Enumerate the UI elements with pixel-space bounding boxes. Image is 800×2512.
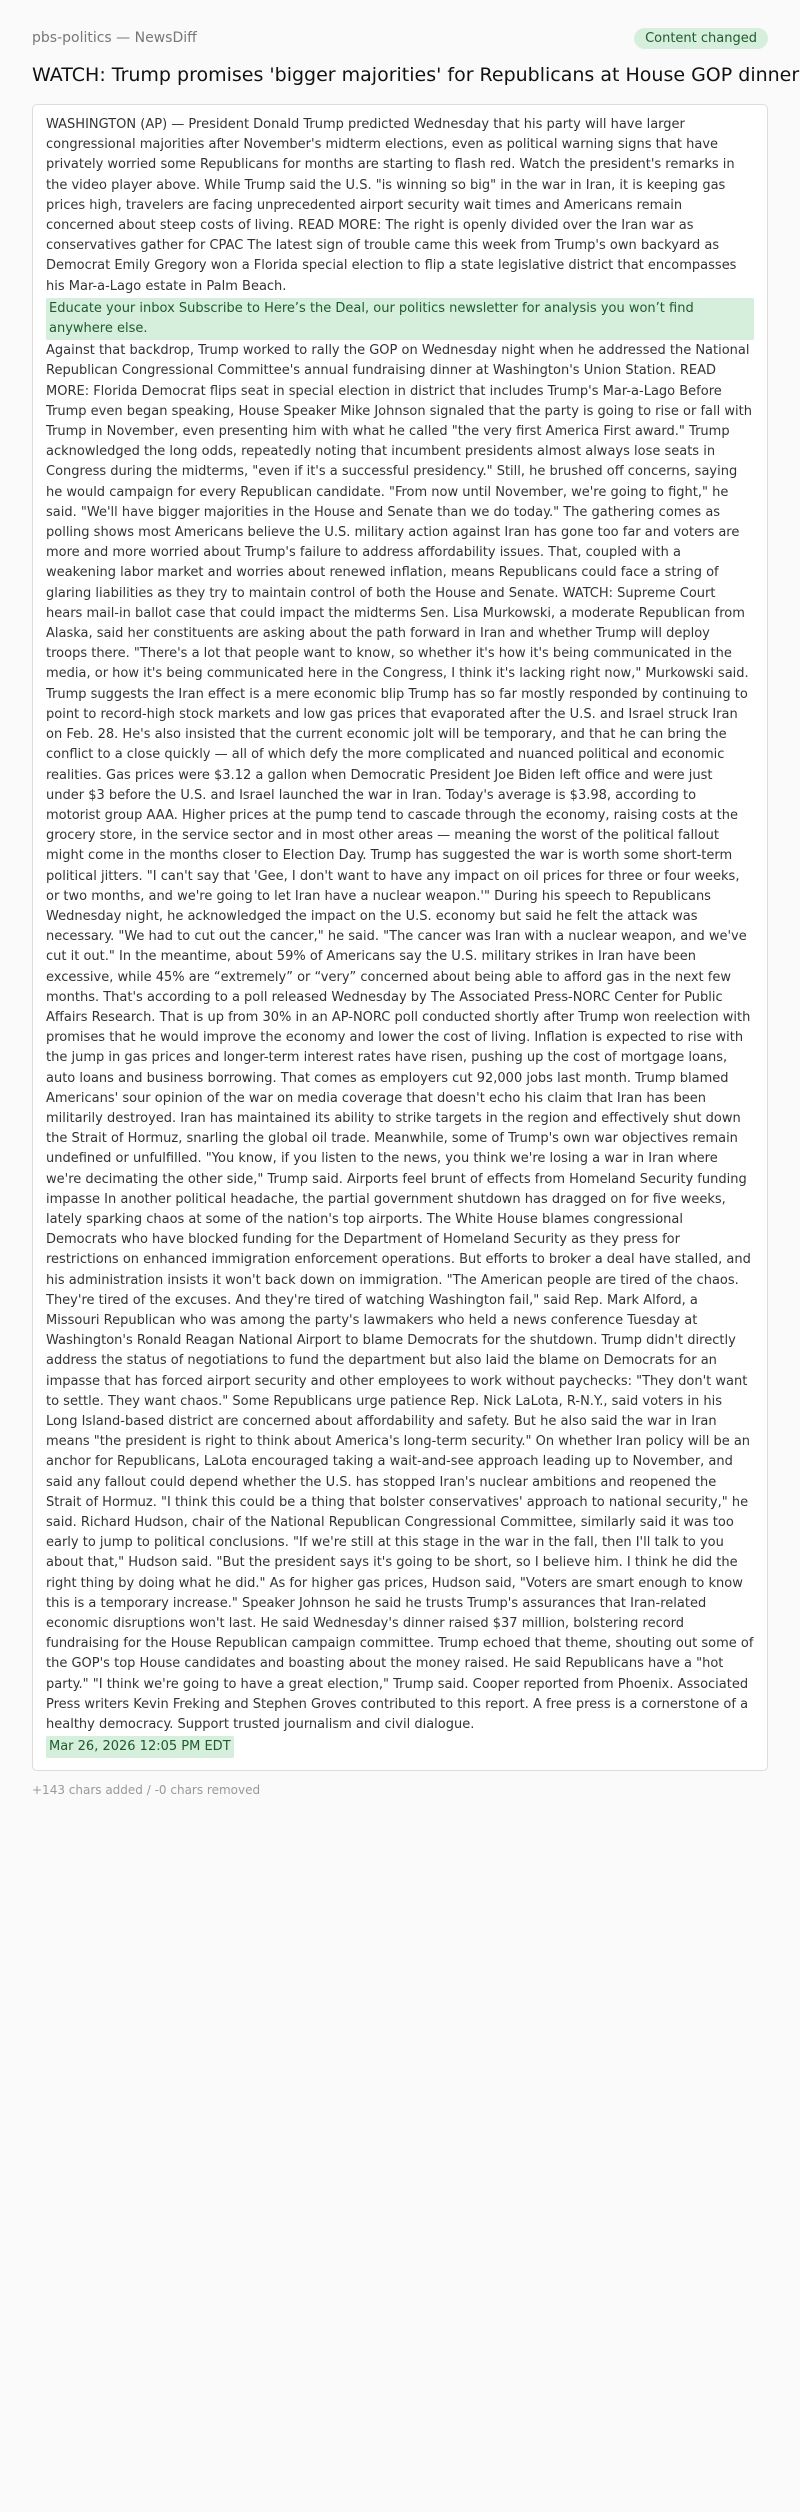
status-badge: Content changed — [634, 28, 768, 49]
top-bar — [32, 0, 768, 48]
article-body — [32, 104, 768, 1771]
site-name: pbs-politics — NewsDiff — [32, 30, 197, 46]
added-timestamp-highlight: Mar 26, 2026 12:05 PM EDT — [46, 1736, 234, 1758]
article-title: WATCH: Trump promises 'bigger majorities' for Republicans at House GOP dinner — [32, 64, 800, 86]
diff-stats: +143 chars added / -0 chars removed — [32, 1783, 261, 1798]
article-paragraph-1: WASHINGTON (AP) — President Donald Trump predicted Wednesday that his party will have larger congressional majorities after November's midterm elections, even as political warning signs that have privately worried some Republicans for months are starting to flash red. Watch the president's remarks in the video player above. While Trump said the U.S. "is winning so big" in the war in Iran, it is keeping gas prices high, travelers are facing unprecedented airport security wait times and Americans remain concerned about steep costs of living. READ MORE: The right is openly divided over the Iran war as conservatives gather for CPAC The latest sign of trouble came this week from Trump's own backyard as Democrat Emily Gregory won a Florida special election to flip a state legislative district that encompasses his Mar-a-Lago estate in Palm Beach. — [46, 117, 737, 294]
added-text-highlight: Educate your inbox Subscribe to Here’s the Deal, our politics newsletter for analysis you won’t find anywhere else. — [46, 298, 754, 340]
article-paragraph-2: Against that backdrop, Trump worked to rally the GOP on Wednesday night when he addressed the National Republican Congressional Committee's annual fundraising dinner at Washington's Union Station. READ MORE: Florida Democrat flips seat in special election in district that includes Trump's Mar-a-Lago Before Trump even began speaking, House Speaker Mike Johnson signaled that the party is going to rise or fall with Trump in November, even presenting him with what he called "the very first America First award." Trump acknowledged the long odds, repeatedly noting that incumbent presidents almost always lose seats in Congress during the midterms, "even if it's a successful presidency." Still, he brushed off concerns, saying he would campaign for every Republican candidate. "From now until November, we're going to fight," he said. "We'll have bigger majorities in the House and Senate than we do today." The gathering comes as polling shows most Americans believe the U.S. military action against Iran has gone too far and voters are more and more worried about Trump's failure to address affordability issues. That, coupled with a weakening labor market and worries about renewed inflation, means Republicans could face a string of glaring liabilities as they try to maintain control of both the House and Senate. WATCH: Supreme Court hears mail-in ballot case that could impact the midterms Sen. Lisa Murkowski, a moderate Republican from Alaska, said her constituents are asking about the path forward in Iran and whether Trump will deploy troops there. "There's a lot that people want to know, so whether it's how it's being communicated in the media, or how it's being communicated here in the Congress, I think it's lacking right now," Murkowski said. Trump suggests the Iran effect is a mere economic blip Trump has so far mostly responded by continuing to point to record-high stock markets and low gas prices that evaporated after the U.S. and Israel struck Iran on Feb. 28. He's also insisted that the current economic jolt will be temporary, and that he can bring the conflict to a close quickly — all of which defy the more complicated and nuanced political and economic realities. Gas prices were $3.12 a gallon when Democratic President Joe Biden left office and were just under $3 before the U.S. and Israel launched the war in Iran. Today's average is $3.98, according to motorist group AAA. Higher prices at the pump tend to cascade through the economy, raising costs at the grocery store, in the service sector and in most other areas — meaning the worst of the political fallout might come in the months closer to Election Day. Trump has suggested the war is worth some short-term political jitters. "I can't say that 'Gee, I don't want to have any impact on oil prices for three or four weeks, or two months, and we're going to let Iran have a nuclear weapon.'" During his speech to Republicans Wednesday night, he acknowledged the impact on the U.S. economy but said he felt the attack was necessary. "We had to cut out the cancer," he said. "The cancer was Iran with a nuclear weapon, and we've cut it out." In the meantime, about 59% of Americans say the U.S. military strikes in Iran have been excessive, while 45% are “extremely” or “very” concerned about being able to afford gas in the next few months. That's according to a poll released Wednesday by The Associated Press-NORC Center for Public Affairs Research. That is up from 30% in an AP-NORC poll conducted shortly after Trump won reelection with promises that he would improve the economy and lower the cost of living. Inflation is expected to rise with the jump in gas prices and longer-term interest rates have risen, pushing up the cost of mortgage loans, auto loans and business borrowing. That comes as employers cut 92,000 jobs last month. Trump blamed Americans' sour opinion of the war on media coverage that doesn't echo his claim that Iran has been militarily destroyed. Iran has maintained its ability to strike targets in the region and effectively shut down the Strait of Hormuz, snarling the global oil trade. Meanwhile, some of Trump's own war objectives remain undefined or unfulfilled. "You know, if you listen to the news, you think we're losing a war in Iran where we're decimating the other side," Trump said. Airports feel brunt of effects from Homeland Security funding impasse In another political headache, the partial government shutdown has dragged on for five weeks, lately sparking chaos at some of the nation's top airports. The White House blames congressional Democrats who have blocked funding for the Department of Homeland Security as they press for restrictions on enhanced immigration enforcement operations. But efforts to broker a deal have stalled, and his administration insists it won't back down on immigration. "The American people are tired of the chaos. They're tired of the excuses. And they're tired of watching Washington fail," said Rep. Mark Alford, a Missouri Republican who was among the party's lawmakers who held a news conference Tuesday at Washington's Ronald Reagan National Airport to blame Democrats for the shutdown. Trump didn't directly address the status of negotiations to fund the department but also laid the blame on Democrats for an impasse that has forced airport security and other employees to work without paychecks: "They don't want to settle. They want chaos." Some Republicans urge patience Rep. Nick LaLota, R-N.Y., said voters in his Long Island-based district are concerned about affordability and safety. But he also said the war in Iran means "the president is right to think about America's long-term security." On whether Iran policy will be an anchor for Republicans, LaLota encouraged taking a wait-and-see approach leading up to November, and said any fallout could depend whether the U.S. has stopped Iran's nuclear ambitions and reopened the Strait of Hormuz. "I think this could be a thing that bolster conservatives' approach to national security," he said. Richard Hudson, chair of the National Republican Congressional Committee, similarly said it was too early to jump to political conclusions. "If we're still at this stage in the war in the fall, then I'll talk to you about that," Hudson said. "But the president says it's going to be short, so I believe him. I think he did the right thing by doing what he did." As for higher gas prices, Hudson said, "Voters are smart enough to know this is a temporary increase." Speaker Johnson he said he trusts Trump's assurances that Iran-related economic disruptions won't last. He said Wednesday's dinner raised $37 million, bolstering record fundraising for the House Republican campaign committee. Trump echoed that theme, shouting out some of the GOP's top House candidates and boasting about the money raised. He said Republicans have a "hot party." "I think we're going to have a great election," Trump said. Cooper reported from Phoenix. Associated Press writers Kevin Freking and Stephen Groves contributed to this report. A free press is a cornerstone of a healthy democracy. Support trusted journalism and civil dialogue. — [46, 343, 754, 1733]
